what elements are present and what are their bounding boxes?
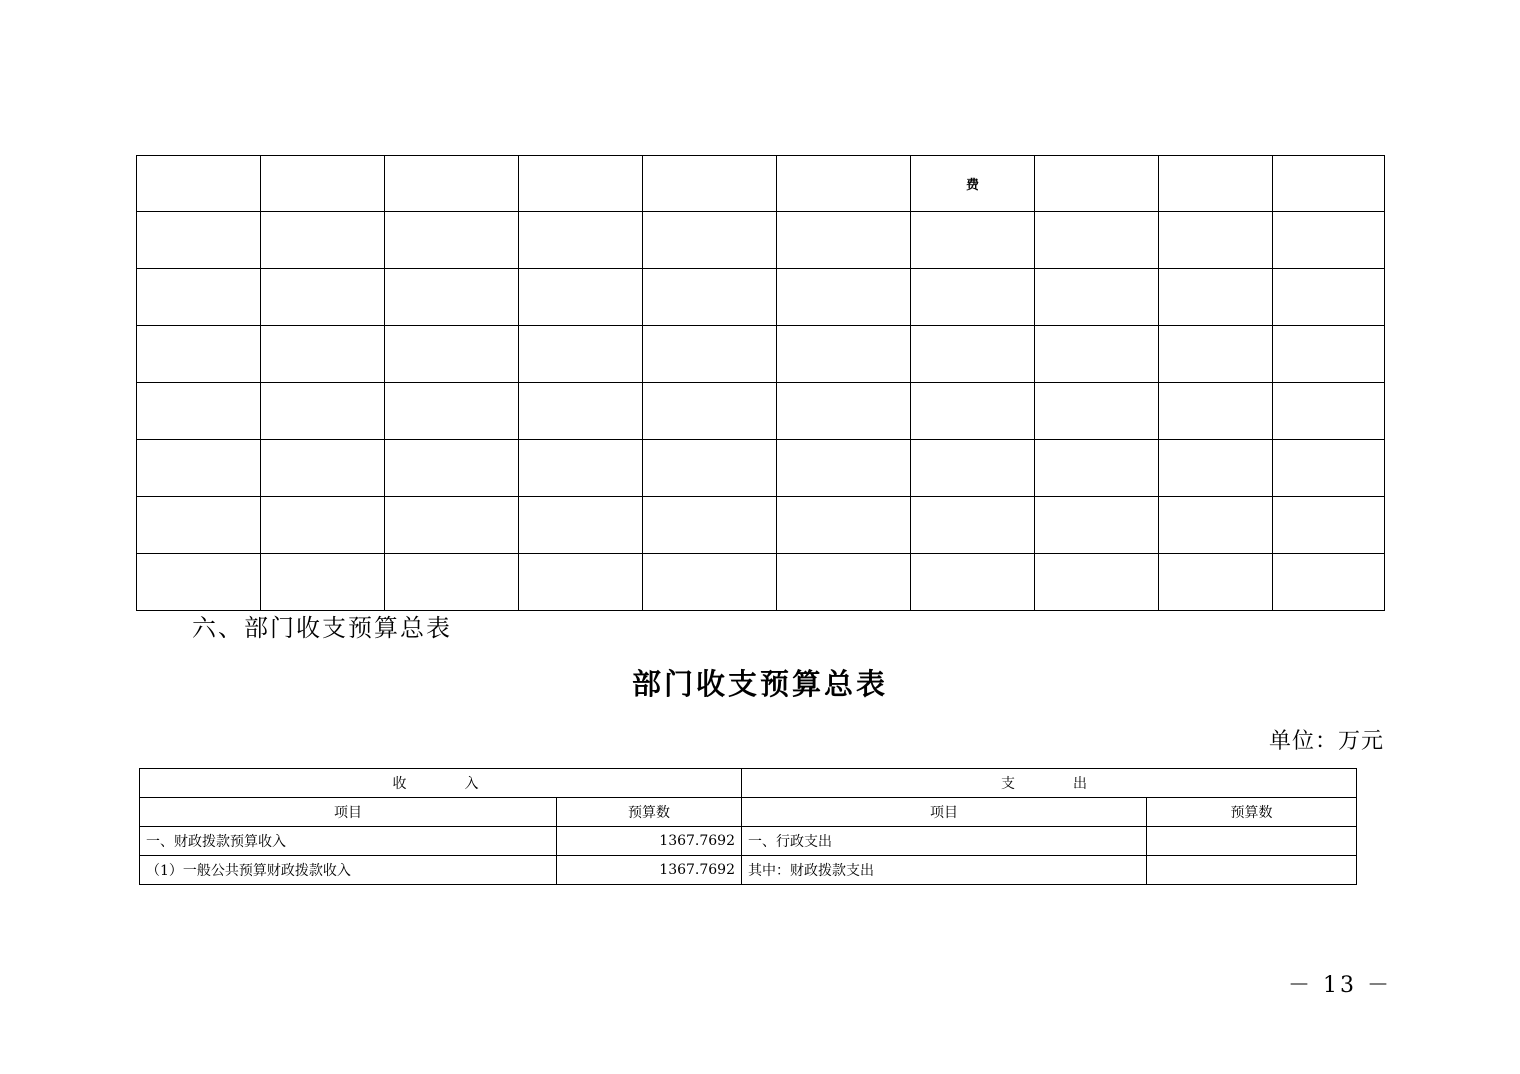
cell [137, 440, 261, 497]
cell [1159, 269, 1273, 326]
cell [1273, 497, 1385, 554]
cell [643, 156, 777, 212]
column-header-expense-item: 项目 [742, 798, 1147, 827]
cell [1035, 440, 1159, 497]
table-row [140, 827, 1357, 856]
table-row [137, 326, 1385, 383]
cell [643, 269, 777, 326]
cell [777, 383, 911, 440]
cell [911, 269, 1035, 326]
cell [777, 269, 911, 326]
cell [519, 269, 643, 326]
cell [519, 554, 643, 611]
continued-table [136, 155, 1384, 611]
cell [777, 212, 911, 269]
cell [519, 497, 643, 554]
cell [911, 212, 1035, 269]
income-item-amount: 1367.7692 [557, 856, 742, 885]
page-number: － 13 － [1288, 973, 1392, 998]
cell [777, 326, 911, 383]
cell [643, 554, 777, 611]
cell [643, 497, 777, 554]
cell [385, 269, 519, 326]
income-item-label: 一、财政拨款预算收入 [140, 827, 557, 856]
table-row [140, 856, 1357, 885]
cell [1035, 326, 1159, 383]
cell [1273, 554, 1385, 611]
cell [1159, 212, 1273, 269]
expense-item-label: 其中：财政拨款支出 [742, 856, 1147, 885]
page-title: 部门收支预算总表 [631, 667, 888, 701]
cell [1159, 497, 1273, 554]
budget-table [139, 768, 1356, 885]
cell [385, 554, 519, 611]
income-item-label: （1）一般公共预算财政拨款收入 [140, 856, 557, 885]
cell [777, 554, 911, 611]
cell [1035, 497, 1159, 554]
cell [519, 383, 643, 440]
cell [519, 440, 643, 497]
cell [643, 383, 777, 440]
cell [137, 156, 261, 212]
table-row [137, 497, 1385, 554]
cell [911, 554, 1035, 611]
cell [385, 212, 519, 269]
cell [385, 440, 519, 497]
expense-item-amount [1147, 856, 1357, 885]
cell [777, 156, 911, 212]
table-row [137, 440, 1385, 497]
cell [911, 383, 1035, 440]
income-item-amount: 1367.7692 [557, 827, 742, 856]
expense-item-amount [1147, 827, 1357, 856]
cell [261, 440, 385, 497]
cell [1035, 383, 1159, 440]
cell [1273, 440, 1385, 497]
cell [519, 212, 643, 269]
cell [643, 326, 777, 383]
cell [261, 269, 385, 326]
cell [1159, 554, 1273, 611]
cell [137, 383, 261, 440]
cell [519, 156, 643, 212]
cell [911, 440, 1035, 497]
table-row [137, 156, 1385, 212]
cell [385, 326, 519, 383]
cell-fee-label: 费 [911, 156, 1035, 212]
cell [777, 440, 911, 497]
unit-label: 单位：万元 [1268, 729, 1384, 754]
column-header-income-amount: 预算数 [557, 798, 742, 827]
cell [1035, 156, 1159, 212]
table-row [137, 212, 1385, 269]
cell [1273, 212, 1385, 269]
cell [137, 326, 261, 383]
table-column-header-row [140, 798, 1357, 827]
cell [1159, 326, 1273, 383]
cell [643, 440, 777, 497]
column-header-income-item: 项目 [140, 798, 557, 827]
cell [911, 497, 1035, 554]
cell [385, 497, 519, 554]
cell [385, 383, 519, 440]
table-group-header-row [140, 769, 1357, 798]
cell [137, 497, 261, 554]
table-row [137, 269, 1385, 326]
table-row [137, 383, 1385, 440]
cell [1035, 269, 1159, 326]
cell [1159, 383, 1273, 440]
table-row [137, 554, 1385, 611]
section-heading: 六、部门收支预算总表 [192, 614, 452, 642]
cell [1035, 554, 1159, 611]
cell [777, 497, 911, 554]
group-header-expense: 支 出 [742, 769, 1357, 798]
cell [1273, 156, 1385, 212]
cell [643, 212, 777, 269]
cell [261, 156, 385, 212]
cell [261, 554, 385, 611]
cell [1273, 269, 1385, 326]
cell [1159, 156, 1273, 212]
column-header-expense-amount: 预算数 [1147, 798, 1357, 827]
cell [1273, 326, 1385, 383]
cell [137, 554, 261, 611]
cell [1159, 440, 1273, 497]
cell [519, 326, 643, 383]
cell [137, 212, 261, 269]
cell [261, 383, 385, 440]
group-header-income: 收 入 [140, 769, 742, 798]
cell [1273, 383, 1385, 440]
cell [261, 326, 385, 383]
cell [911, 326, 1035, 383]
cell [137, 269, 261, 326]
cell [261, 497, 385, 554]
cell [1035, 212, 1159, 269]
cell [385, 156, 519, 212]
cell [261, 212, 385, 269]
expense-item-label: 一、行政支出 [742, 827, 1147, 856]
